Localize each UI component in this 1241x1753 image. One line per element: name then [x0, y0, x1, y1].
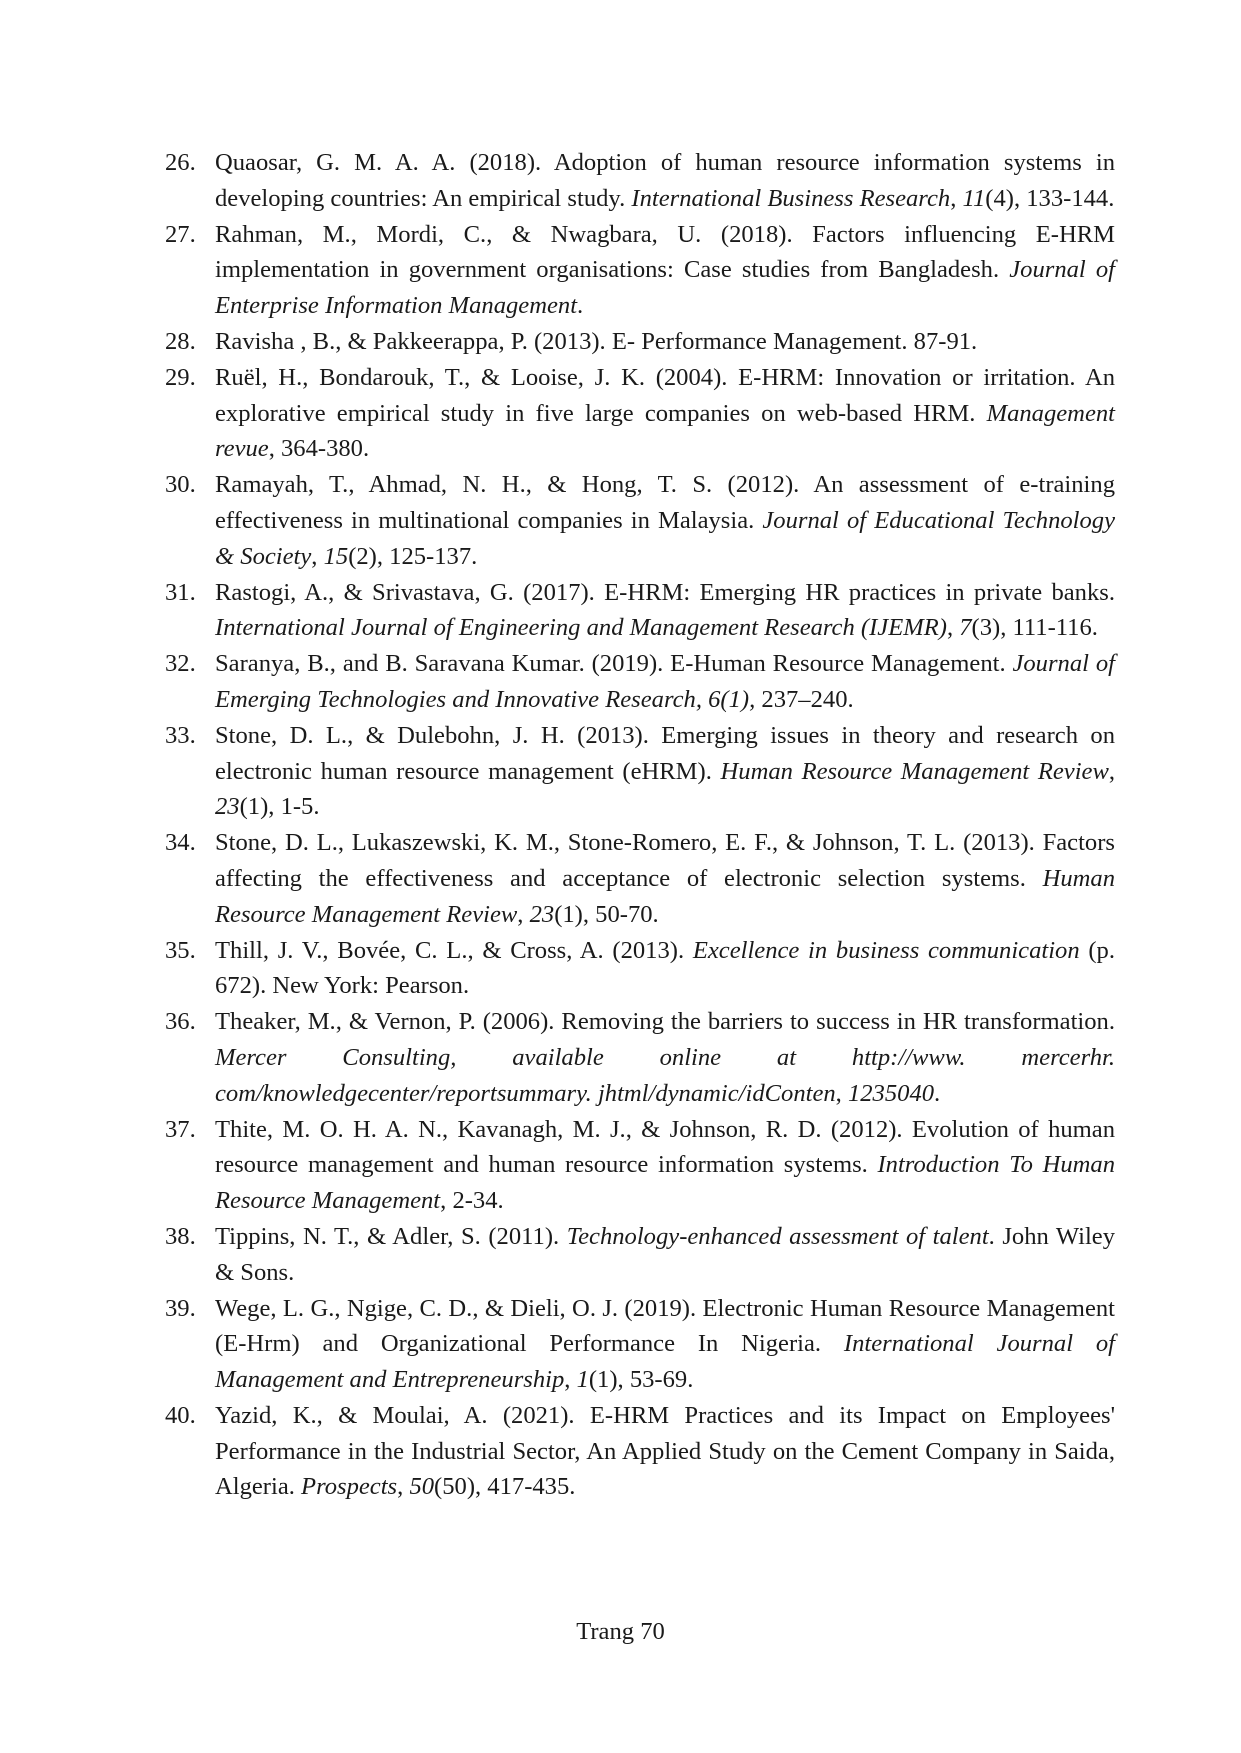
reference-item	[165, 575, 1115, 647]
reference-italic-segment: 50	[409, 1473, 435, 1501]
reference-segment: (1), 50-70.	[554, 900, 659, 928]
reference-italic-segment: Excellence in business communication	[692, 936, 1080, 964]
reference-segment: (1), 1-5.	[239, 793, 320, 821]
reference-italic-segment: International Journal of Engineering and Management Research (IJEMR)	[215, 614, 947, 642]
reference-segment: (3), 111-116.	[971, 614, 1098, 642]
reference-number: 29.	[165, 363, 196, 391]
reference-item	[165, 646, 1115, 718]
reference-number: 30.	[165, 471, 196, 499]
reference-text	[215, 1219, 1115, 1291]
reference-segment: ,	[564, 1366, 577, 1394]
reference-segment: ,	[517, 900, 530, 928]
reference-segment: ,	[946, 614, 960, 642]
reference-item	[165, 825, 1115, 932]
reference-segment: Thill, J. V., Bovée, C. L., & Cross, A. (2013).	[215, 936, 693, 964]
reference-segment: ,	[397, 1473, 410, 1501]
reference-text	[215, 1112, 1115, 1219]
reference-italic-segment: Human Resource Management Review	[215, 864, 1115, 928]
page-number: Trang 70	[576, 1618, 665, 1645]
reference-text	[215, 575, 1115, 647]
reference-item	[165, 718, 1115, 825]
reference-segment: .	[934, 1079, 941, 1107]
reference-italic-segment: 1235040	[847, 1079, 935, 1107]
reference-segment: (4), 133-144.	[985, 184, 1115, 212]
reference-italic-segment: Mercer Consulting, available online at http://www. mercerhr. com/knowledgecenter/reportsummary. jhtml/dynamic/idConten	[215, 1043, 1115, 1107]
reference-text	[215, 145, 1115, 217]
reference-number: 28.	[165, 327, 196, 355]
reference-item	[165, 217, 1115, 324]
reference-segment: Yazid, K., & Moulai, A. (2021). E-HRM Practices and its Impact on Employees' Performance in the Industrial Sector, An Applied Study on the Cement Company in Saida, Algeria.	[215, 1401, 1115, 1501]
reference-segment: Thite, M. O. H. A. N., Kavanagh, M. J., & Johnson, R. D. (2012). Evolution of human resource management and human resource information systems.	[215, 1115, 1115, 1179]
reference-segment: Saranya, B., and B. Saravana Kumar. (2019). E-Human Resource Management.	[215, 650, 1013, 678]
reference-item	[165, 933, 1115, 1005]
reference-italic-segment: Journal of Enterprise Information Management	[215, 256, 1115, 320]
reference-segment: Tippins, N. T., & Adler, S. (2011).	[215, 1222, 567, 1250]
reference-segment: Theaker, M., & Vernon, P. (2006). Removing the barriers to success in HR transformation.	[215, 1008, 1115, 1036]
reference-segment: 237–240.	[755, 685, 854, 713]
reference-text	[215, 360, 1115, 467]
reference-italic-segment: International Business Research	[631, 184, 951, 212]
reference-text	[215, 324, 1115, 360]
reference-italic-segment: Prospects	[301, 1473, 398, 1501]
reference-text	[215, 217, 1115, 324]
reference-item	[165, 1219, 1115, 1291]
reference-italic-segment: Journal of Educational Technology & Society	[215, 506, 1115, 570]
reference-number: 39.	[165, 1294, 196, 1322]
reference-number: 31.	[165, 578, 196, 606]
reference-italic-segment: Management revue	[215, 399, 1115, 463]
reference-italic-segment: 7	[959, 614, 972, 642]
reference-italic-segment: 11	[962, 184, 986, 212]
reference-italic-segment: International Journal of Management and Entrepreneurship	[215, 1330, 1116, 1394]
reference-item	[165, 1291, 1115, 1398]
reference-text	[215, 825, 1115, 932]
reference-item	[165, 1004, 1115, 1111]
reference-segment: Rastogi, A., & Srivastava, G. (2017). E-HRM: Emerging HR practices in private banks.	[215, 578, 1115, 606]
reference-number: 38.	[165, 1222, 196, 1250]
reference-italic-segment: Technology-enhanced assessment of talent	[566, 1222, 989, 1250]
reference-number: 33.	[165, 721, 196, 749]
reference-number: 26.	[165, 149, 196, 176]
reference-number: 34.	[165, 829, 196, 857]
reference-text	[215, 933, 1115, 1005]
reference-number: 36.	[165, 1008, 196, 1036]
reference-text	[215, 1291, 1115, 1398]
reference-item	[165, 467, 1115, 574]
reference-italic-segment: Journal of Emerging Technologies and Innovative Research, 6(1),	[215, 650, 1115, 713]
reference-item	[165, 360, 1115, 467]
reference-text	[215, 1398, 1115, 1505]
reference-segment: , 2-34.	[440, 1187, 504, 1215]
reference-segment: Stone, D. L., Lukaszewski, K. M., Stone-Romero, E. F., & Johnson, T. L. (2013). Factors affecting the effectiveness and acceptance of electronic selection systems.	[215, 829, 1115, 892]
reference-segment: ,	[835, 1079, 848, 1107]
reference-segment: (50), 417-435.	[434, 1473, 576, 1501]
reference-item	[165, 1112, 1115, 1219]
reference-text	[215, 467, 1115, 574]
reference-segment: Quaosar, G. M. A. A. (2018). Adoption of human resource information systems in developing countries: An empirical study.	[215, 149, 1115, 212]
reference-italic-segment: Introduction To Human Resource Management	[215, 1151, 1115, 1215]
reference-item	[165, 1398, 1115, 1505]
reference-segment: Rahman, M., Mordi, C., & Nwagbara, U. (2018). Factors influencing E-HRM implementation in government organisations: Case studies from Bangladesh.	[215, 220, 1115, 284]
reference-text	[215, 718, 1115, 825]
reference-italic-segment: 15	[323, 542, 349, 570]
reference-text	[215, 646, 1115, 718]
reference-number: 32.	[165, 650, 196, 678]
reference-segment: Ravisha , B., & Pakkeerappa, P. (2013). E- Performance Management. 87-91.	[215, 327, 978, 355]
reference-list	[165, 145, 1115, 1505]
reference-segment: Ramayah, T., Ahmad, N. H., & Hong, T. S. (2012). An assessment of e-training effectiveness in multinational companies in Malaysia.	[215, 471, 1115, 534]
reference-segment: (p. 672). New York: Pearson.	[215, 936, 1115, 1000]
reference-italic-segment: 23	[529, 900, 555, 928]
reference-segment: . John Wiley & Sons.	[215, 1222, 1115, 1286]
reference-segment: Ruël, H., Bondarouk, T., & Looise, J. K. (2004). E-HRM: Innovation or irritation. An explorative empirical study in five large companies on web-based HRM.	[215, 363, 1115, 427]
reference-segment: Wege, L. G., Ngige, C. D., & Dieli, O. J. (2019). Electronic Human Resource Management (E-Hrm) and Organizational Performance In Nigeria.	[215, 1294, 1115, 1358]
reference-italic-segment: 1	[576, 1366, 589, 1394]
reference-segment: (2), 125-137.	[348, 542, 478, 570]
reference-number: 35.	[165, 936, 196, 964]
reference-segment: ,	[311, 542, 324, 570]
reference-number: 40.	[165, 1401, 196, 1429]
reference-segment: Stone, D. L., & Dulebohn, J. H. (2013). Emerging issues in theory and research on electronic human resource management (eHRM).	[215, 721, 1115, 785]
reference-segment: .	[577, 292, 584, 320]
reference-segment: ,	[950, 184, 963, 212]
reference-number: 27.	[165, 220, 196, 248]
reference-italic-segment: 23	[215, 793, 240, 821]
reference-number: 37.	[165, 1115, 196, 1143]
reference-text	[215, 1004, 1115, 1111]
reference-item	[165, 145, 1115, 217]
reference-segment: ,	[1108, 757, 1116, 785]
reference-item	[165, 324, 1115, 360]
reference-segment: (1), 53-69.	[588, 1366, 694, 1394]
reference-segment: , 364-380.	[268, 435, 370, 463]
reference-italic-segment: Human Resource Management Review	[720, 757, 1109, 785]
